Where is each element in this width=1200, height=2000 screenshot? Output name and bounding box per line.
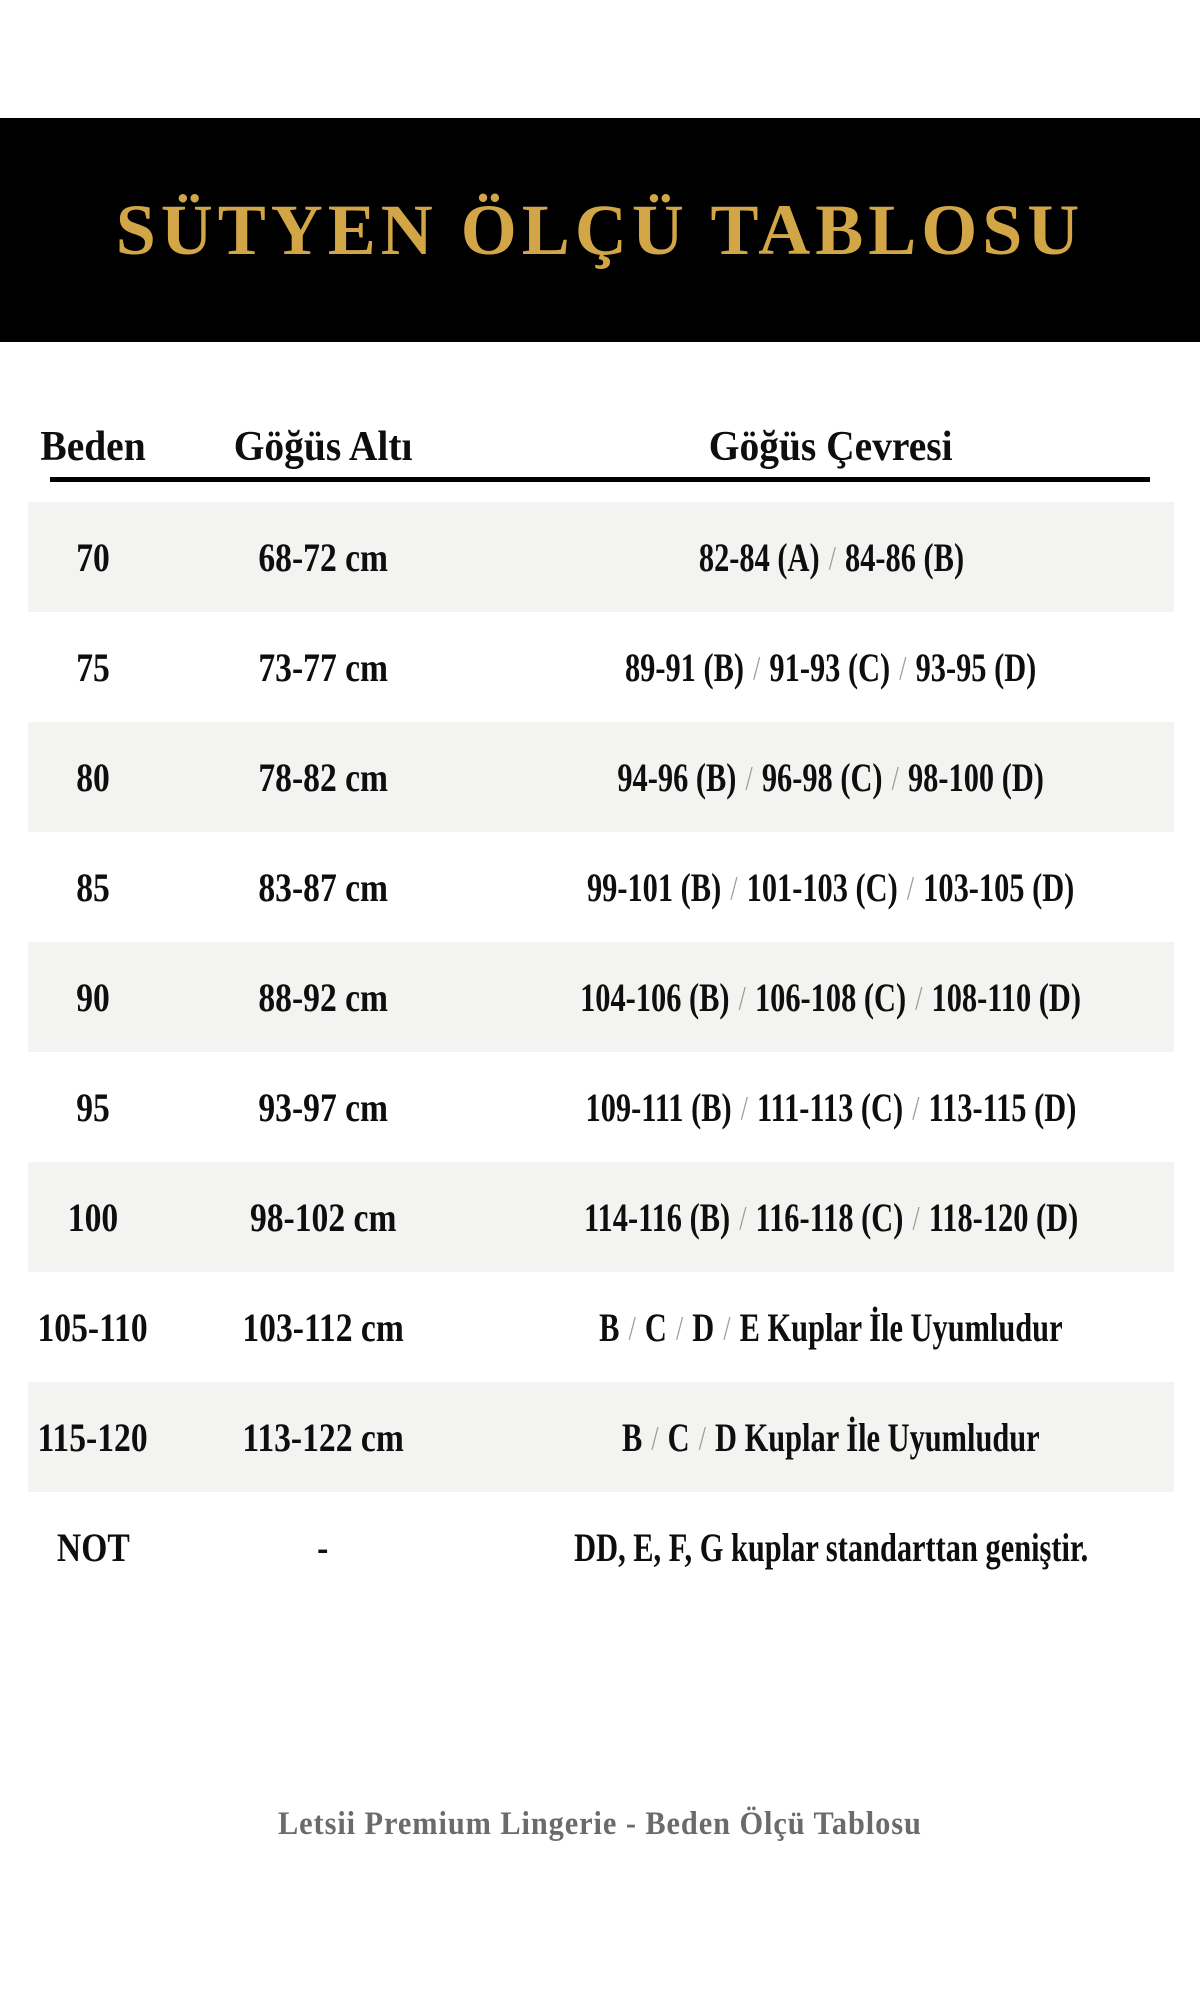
size-cell: NOT	[56, 1524, 130, 1570]
table-row	[28, 502, 1174, 612]
bust-range-segment: 114-116 (B)	[583, 1194, 731, 1240]
bust-range-segment: 103-105 (D)	[923, 864, 1075, 910]
bust-range-segment: B	[622, 1414, 643, 1460]
bust-range-cell	[488, 1084, 1174, 1131]
underbust-cell: 103-112 cm	[242, 1304, 404, 1350]
bust-range-segment: D	[692, 1304, 715, 1350]
table-row	[28, 1492, 1174, 1602]
bust-range-segment: DD, E, F, G kuplar standarttan geniştir.	[573, 1524, 1089, 1570]
table-row	[28, 1382, 1174, 1492]
slash-separator: /	[899, 649, 907, 687]
bust-range-segment: C	[645, 1304, 667, 1350]
slash-separator: /	[698, 1419, 707, 1457]
table-row	[28, 1052, 1174, 1162]
bust-range-segment: 98-100 (D)	[908, 754, 1045, 800]
bust-range-segment: 93-95 (D)	[915, 644, 1037, 690]
slash-separator: /	[730, 869, 738, 907]
slash-separator: /	[740, 1089, 748, 1127]
header-underline	[50, 477, 1150, 482]
bust-range-segment: E Kuplar İle Uyumludur	[739, 1304, 1063, 1350]
table-row	[28, 832, 1174, 942]
column-header-gogus-cevresi: Göğüs Çevresi	[709, 424, 953, 470]
bust-range-segment: 89-91 (B)	[625, 644, 745, 690]
underbust-cell: 83-87 cm	[258, 864, 388, 910]
slash-separator: /	[828, 539, 836, 577]
size-cell: 105-110	[37, 1304, 149, 1350]
slash-separator: /	[912, 1089, 920, 1127]
underbust-cell: 68-72 cm	[258, 534, 388, 580]
bust-range-segment: D Kuplar İle Uyumludur	[715, 1414, 1040, 1460]
slash-separator: /	[915, 979, 923, 1017]
slash-separator: /	[753, 649, 761, 687]
bust-range-segment: B	[599, 1304, 620, 1350]
bust-range-cell	[488, 974, 1174, 1021]
bust-range-cell	[488, 1304, 1174, 1351]
size-cell: 75	[76, 644, 110, 690]
bust-range-cell	[488, 864, 1174, 911]
bust-range-cell	[488, 754, 1174, 801]
slash-separator: /	[907, 869, 915, 907]
table-row	[28, 1272, 1174, 1382]
table-header-row	[28, 418, 1174, 476]
bust-range-cell	[488, 1194, 1174, 1241]
bust-range-segment: 113-115 (D)	[928, 1084, 1077, 1130]
slash-separator: /	[651, 1419, 659, 1457]
slash-separator: /	[912, 1199, 920, 1237]
size-cell: 100	[67, 1194, 119, 1240]
table-row	[28, 942, 1174, 1052]
bust-range-cell	[488, 1414, 1174, 1461]
bust-range-segment: 82-84 (A)	[698, 534, 820, 580]
table-body	[28, 502, 1174, 1602]
bust-range-segment: 91-93 (C)	[769, 644, 891, 690]
slash-separator: /	[739, 1199, 747, 1237]
column-header-gogus-alti: Göğüs Altı	[233, 424, 413, 470]
footer	[0, 1798, 1200, 1850]
underbust-cell: 73-77 cm	[258, 644, 388, 690]
bust-range-segment: 109-111 (B)	[585, 1084, 732, 1130]
bust-range-segment: 96-98 (C)	[762, 754, 883, 800]
table-row	[28, 1162, 1174, 1272]
bust-range-cell	[488, 534, 1174, 581]
table-row	[28, 722, 1174, 832]
bust-range-segment: 94-96 (B)	[617, 754, 737, 800]
underbust-cell: -	[317, 1524, 329, 1570]
size-cell: 80	[76, 754, 110, 800]
slash-separator: /	[676, 1309, 684, 1347]
bust-range-segment: 101-103 (C)	[746, 864, 899, 910]
size-cell: 90	[76, 974, 110, 1020]
bust-range-segment: C	[667, 1414, 690, 1460]
bust-range-segment: 104-106 (B)	[580, 974, 731, 1020]
bust-range-segment: 116-118 (C)	[755, 1194, 904, 1240]
underbust-cell: 98-102 cm	[249, 1194, 397, 1240]
bust-range-segment: 106-108 (C)	[755, 974, 907, 1020]
size-cell: 95	[76, 1084, 110, 1130]
title-banner	[0, 118, 1200, 342]
bust-range-cell	[488, 1524, 1174, 1571]
underbust-cell: 113-122 cm	[242, 1414, 404, 1460]
bust-range-segment: 118-120 (D)	[928, 1194, 1079, 1240]
slash-separator: /	[892, 759, 900, 797]
slash-separator: /	[628, 1309, 636, 1347]
footer-text: Letsii Premium Lingerie - Beden Ölçü Tablosu	[278, 1805, 922, 1842]
size-cell: 85	[76, 864, 110, 910]
bust-range-segment: 84-86 (B)	[844, 534, 964, 580]
bust-range-segment: 108-110 (D)	[931, 974, 1082, 1020]
slash-separator: /	[745, 759, 754, 797]
column-header-beden: Beden	[40, 424, 146, 470]
underbust-cell: 88-92 cm	[258, 974, 388, 1020]
underbust-cell: 93-97 cm	[258, 1084, 388, 1130]
bust-range-segment: 111-113 (C)	[757, 1084, 904, 1130]
table-row	[28, 612, 1174, 722]
bust-range-segment: 99-101 (B)	[587, 864, 722, 910]
underbust-cell: 78-82 cm	[258, 754, 388, 800]
page-title: SÜTYEN ÖLÇÜ TABLOSU	[115, 189, 1085, 270]
slash-separator: /	[739, 979, 747, 1017]
slash-separator: /	[723, 1309, 731, 1347]
size-cell: 115-120	[37, 1414, 149, 1460]
size-cell: 70	[76, 534, 110, 580]
bust-range-cell	[488, 644, 1174, 691]
